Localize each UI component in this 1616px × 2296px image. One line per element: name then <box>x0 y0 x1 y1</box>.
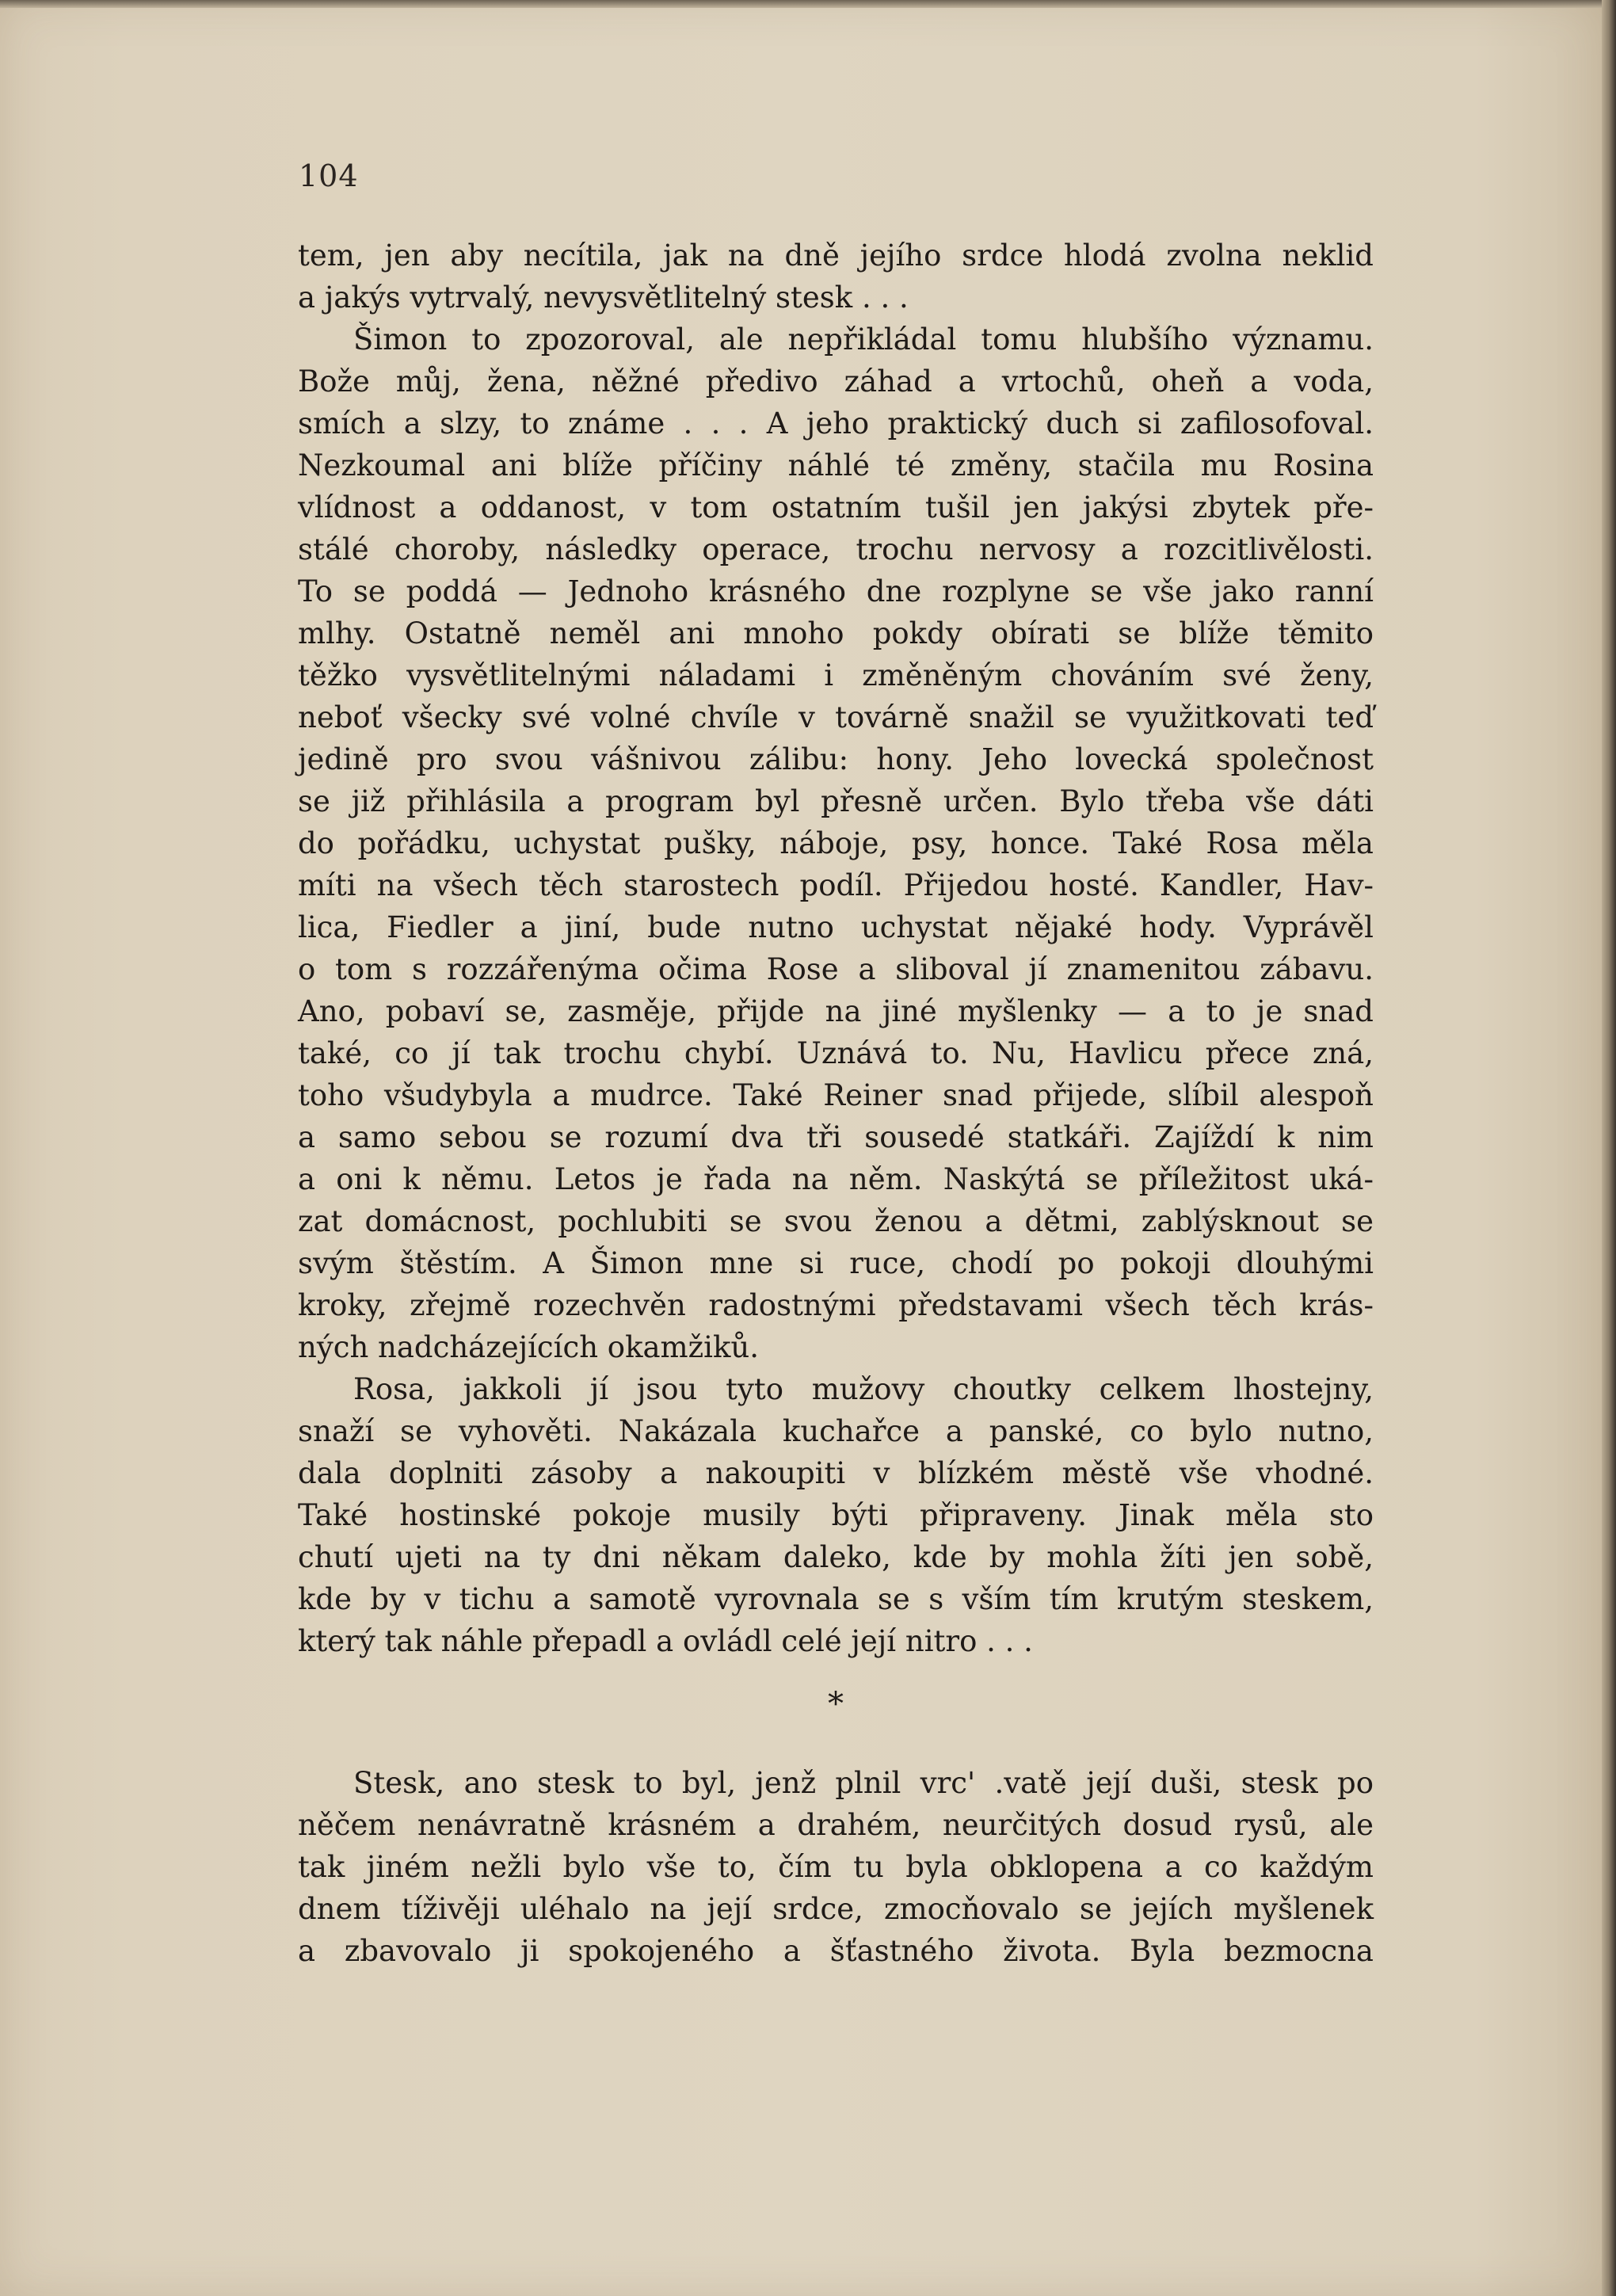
text-line: se již přihlásila a program byl přesně určen. Bylo třeba vše dáti <box>298 784 1374 818</box>
text-line: neboť všecky své volné chvíle v továrně snažil se využitkovati teď <box>298 700 1374 734</box>
text-line: tak jiném nežli bylo vše to, čím tu byla obklopena a co každým <box>298 1850 1374 1884</box>
text-line: lica, Fiedler a jiní, bude nutno uchystat nějaké hody. Vyprávěl <box>298 910 1374 944</box>
text-line: a zbavovalo ji spokojeného a šťastného života. Byla bezmocna <box>298 1934 1374 1968</box>
page-number: 104 <box>299 158 359 193</box>
text-line: a jakýs vytrvalý, nevysvětlitelný stesk . . . <box>298 280 909 315</box>
text-line: svým štěstím. A Šimon mne si ruce, chodí po pokoji dlouhými <box>298 1246 1374 1280</box>
text-line: dnem tíživěji uléhalo na její srdce, zmocňovalo se jejích myšlenek <box>298 1892 1374 1926</box>
section-separator: * <box>828 1686 844 1722</box>
section-gap <box>298 1746 1374 1762</box>
text-line: chutí ujeti na ty dni někam daleko, kde by mohla žíti jen sobě, <box>298 1540 1374 1574</box>
text-line: To se poddá — Jednoho krásného dne rozplyne se vše jako ranní <box>298 574 1374 608</box>
text-line: dala doplniti zásoby a nakoupiti v blízkém městě vše vhodné. <box>298 1456 1374 1490</box>
text-line: kde by v tichu a samotě vyrovnala se s vším tím krutým steskem, <box>298 1582 1374 1616</box>
text-line: který tak náhle přepadl a ovládl celé její nitro . . . <box>298 1624 1033 1658</box>
text-line: o tom s rozzářenýma očima Rose a sliboval jí znamenitou zábavu. <box>298 952 1374 986</box>
text-line: Také hostinské pokoje musily býti připraveny. Jinak měla sto <box>298 1498 1374 1532</box>
text-line: těžko vysvětlitelnými náladami i změněným chováním své ženy, <box>298 658 1374 692</box>
text-line: ných nadcházejících okamžiků. <box>298 1330 759 1364</box>
text-line: jedině pro svou vášnivou zálibu: hony. Jeho lovecká společnost <box>298 742 1374 776</box>
text-line: kroky, zřejmě rozechvěn radostnými představami všech těch krás- <box>298 1288 1374 1322</box>
text-line: a samo sebou se rozumí dva tři sousedé statkáři. Zajíždí k nim <box>298 1120 1374 1154</box>
text-line: také, co jí tak trochu chybí. Uznává to. Nu, Havlicu přece zná, <box>298 1036 1374 1070</box>
text-line: zat domácnost, pochlubiti se svou ženou a dětmi, zablýsknout se <box>298 1204 1374 1238</box>
text-line: Ano, pobaví se, zasměje, přijde na jiné myšlenky — a to je snad <box>298 994 1374 1028</box>
text-line: Šimon to zpozoroval, ale nepřikládal tomu hlubšího významu. <box>353 322 1374 357</box>
text-line: toho všudybyla a mudrce. Také Reiner snad přijede, slíbil alespoň <box>298 1078 1374 1112</box>
text-line: Bože můj, žena, něžné předivo záhad a vrtochů, oheň a voda, <box>298 364 1374 399</box>
text-line: mlhy. Ostatně neměl ani mnoho pokdy obírati se blíže těmito <box>298 616 1374 650</box>
text-line: smích a slzy, to známe . . . A jeho praktický duch si zafilosofoval. <box>298 406 1374 441</box>
text-line: míti na všech těch starostech podíl. Přijedou hosté. Kandler, Hav- <box>298 868 1374 902</box>
text-line: něčem nenávratně krásném a drahém, neurčitých dosud rysů, ale <box>298 1808 1374 1842</box>
text-line: Stesk, ano stesk to byl, jenž plnil vrc' .vatě její duši, stesk po <box>353 1766 1374 1800</box>
page-body-text <box>298 235 1374 1972</box>
page-right-edge <box>1602 0 1616 2296</box>
text-line: tem, jen aby necítila, jak na dně jejího srdce hlodá zvolna neklid <box>298 238 1374 273</box>
text-line: snaží se vyhověti. Nakázala kuchařce a panské, co bylo nutno, <box>298 1414 1374 1448</box>
text-line: Nezkoumal ani blíže příčiny náhlé té změny, stačila mu Rosina <box>298 448 1374 482</box>
page-top-edge <box>0 0 1603 8</box>
text-line: stálé choroby, následky operace, trochu nervosy a rozcitlivělosti. <box>298 532 1374 566</box>
text-line: vlídnost a oddanost, v tom ostatním tušil jen jakýsi zbytek pře- <box>298 490 1374 524</box>
text-line: do pořádku, uchystat pušky, náboje, psy, honce. Také Rosa měla <box>298 826 1374 860</box>
text-line: Rosa, jakkoli jí jsou tyto mužovy choutky celkem lhostejny, <box>353 1372 1374 1406</box>
text-line: a oni k němu. Letos je řada na něm. Naskýtá se příležitost uká- <box>298 1162 1374 1196</box>
